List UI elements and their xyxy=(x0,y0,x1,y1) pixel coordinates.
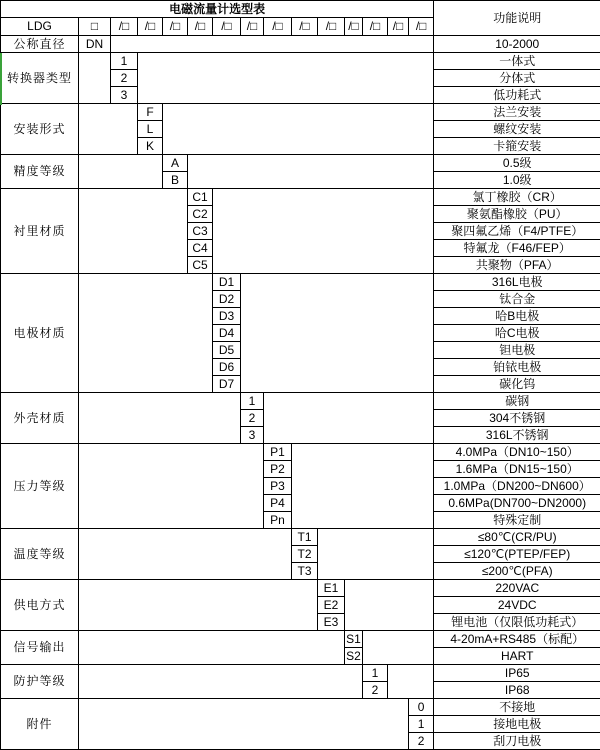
spacer-cell xyxy=(213,189,434,274)
category-label: 衬里材质 xyxy=(1,189,79,274)
model-slot-cell: /□ xyxy=(345,18,363,36)
spacer-cell xyxy=(79,665,363,699)
option-desc-cell: 分体式 xyxy=(434,70,600,87)
model-slot-cell: /□ xyxy=(188,18,213,36)
spacer-cell xyxy=(79,631,345,665)
option-desc-cell: 特氟龙（F46/FEP） xyxy=(434,240,600,257)
table-row xyxy=(1,580,600,597)
spacer-cell xyxy=(241,274,434,393)
option-code-cell: 3 xyxy=(111,87,138,104)
option-desc-cell: HART xyxy=(434,648,600,665)
option-desc-cell: 法兰安装 xyxy=(434,104,600,121)
model-slot-cell: /□ xyxy=(111,18,138,36)
category-label: 温度等级 xyxy=(1,529,79,580)
option-desc-cell: 碳化钨 xyxy=(434,376,600,393)
option-code-cell: D7 xyxy=(213,376,241,393)
option-desc-cell: 0.6MPa(DN700~DN2000) xyxy=(434,495,600,512)
spacer-cell xyxy=(163,104,434,155)
option-desc-cell: IP65 xyxy=(434,665,600,682)
option-desc-cell: 1.0MPa（DN200~DN600） xyxy=(434,478,600,495)
option-code-cell: T2 xyxy=(292,546,318,563)
option-code-cell: S2 xyxy=(345,648,363,665)
table-row xyxy=(1,274,600,291)
spacer-cell xyxy=(79,189,188,274)
model-slot-cell: /□ xyxy=(318,18,345,36)
option-desc-cell: 1.0级 xyxy=(434,172,600,189)
option-code-cell: 2 xyxy=(241,410,264,427)
option-code-cell: C4 xyxy=(188,240,213,257)
option-desc-cell: 10-2000 xyxy=(434,36,600,53)
option-desc-cell: ≤200℃(PFA) xyxy=(434,563,600,580)
spacer-cell xyxy=(388,665,434,699)
option-code-cell: D4 xyxy=(213,325,241,342)
category-label: 精度等级 xyxy=(1,155,79,189)
model-first-box: □ xyxy=(79,18,111,36)
table-row xyxy=(1,104,600,121)
option-desc-cell: 4.0MPa（DN10~150） xyxy=(434,444,600,461)
option-desc-cell: 4-20mA+RS485（标配） xyxy=(434,631,600,648)
table-row xyxy=(1,631,600,648)
table-row xyxy=(1,189,600,206)
option-code-cell: D2 xyxy=(213,291,241,308)
option-desc-cell: 刮刀电极 xyxy=(434,733,600,750)
option-desc-cell: 哈C电极 xyxy=(434,325,600,342)
function-header: 功能说明 xyxy=(434,1,600,36)
option-desc-cell: 1.6MPa（DN15~150） xyxy=(434,461,600,478)
option-desc-cell: 不接地 xyxy=(434,699,600,716)
option-desc-cell: 聚氨酯橡胶（PU） xyxy=(434,206,600,223)
spacer-cell xyxy=(79,699,409,750)
spacer-cell xyxy=(79,104,138,155)
category-label: 转换器类型 xyxy=(1,53,79,104)
option-desc-cell: 0.5级 xyxy=(434,155,600,172)
option-code-cell: E3 xyxy=(318,614,345,631)
option-code-cell: S1 xyxy=(345,631,363,648)
spacer-cell xyxy=(79,155,163,189)
option-desc-cell: 特殊定制 xyxy=(434,512,600,529)
spacer-cell xyxy=(79,53,111,104)
spacer-cell xyxy=(79,393,241,444)
model-slot-cell: /□ xyxy=(241,18,264,36)
option-desc-cell: 220VAC xyxy=(434,580,600,597)
option-code-cell: B xyxy=(163,172,188,189)
option-code-cell: 1 xyxy=(241,393,264,410)
option-code-cell: A xyxy=(163,155,188,172)
option-desc-cell: 氯丁橡胶（CR） xyxy=(434,189,600,206)
category-label: 公称直径 xyxy=(1,36,79,53)
model-slot-cell: /□ xyxy=(292,18,318,36)
option-code-cell: 3 xyxy=(241,427,264,444)
spacer-cell xyxy=(188,155,434,189)
option-desc-cell: 24VDC xyxy=(434,597,600,614)
option-desc-cell: 锂电池（仅限低功耗式） xyxy=(434,614,600,631)
option-code-cell: D6 xyxy=(213,359,241,376)
category-label: 安装形式 xyxy=(1,104,79,155)
option-code-cell: P2 xyxy=(264,461,292,478)
option-code-cell: D3 xyxy=(213,308,241,325)
option-code-cell: 2 xyxy=(363,682,388,699)
spacer-cell xyxy=(79,274,213,393)
option-desc-cell: 共聚物（PFA） xyxy=(434,257,600,274)
category-label: 防护等级 xyxy=(1,665,79,699)
category-label: 供电方式 xyxy=(1,580,79,631)
spacer-cell xyxy=(345,580,434,631)
option-code-cell: 1 xyxy=(363,665,388,682)
spacer-cell xyxy=(111,36,434,53)
option-desc-cell: 卡箍安装 xyxy=(434,138,600,155)
option-code-cell: C2 xyxy=(188,206,213,223)
option-code-cell: DN xyxy=(79,36,111,53)
option-desc-cell: 螺纹安装 xyxy=(434,121,600,138)
option-code-cell: C3 xyxy=(188,223,213,240)
spacer-cell xyxy=(363,631,434,665)
option-code-cell: P3 xyxy=(264,478,292,495)
model-prefix: LDG xyxy=(1,18,79,36)
model-slot-cell: /□ xyxy=(264,18,292,36)
option-code-cell: T1 xyxy=(292,529,318,546)
option-code-cell: Pn xyxy=(264,512,292,529)
table-row xyxy=(1,393,600,410)
table-row xyxy=(1,36,600,53)
spacer-cell xyxy=(138,53,434,104)
option-desc-cell: ≤80℃(CR/PU) xyxy=(434,529,600,546)
option-desc-cell: 钽电极 xyxy=(434,342,600,359)
category-label: 附件 xyxy=(1,699,79,750)
option-desc-cell: 接地电极 xyxy=(434,716,600,733)
table-row xyxy=(1,529,600,546)
option-code-cell: 2 xyxy=(409,733,434,750)
model-slot-cell: /□ xyxy=(409,18,434,36)
option-code-cell: C1 xyxy=(188,189,213,206)
option-desc-cell: 哈B电极 xyxy=(434,308,600,325)
model-slot-cell: /□ xyxy=(213,18,241,36)
option-code-cell: L xyxy=(138,121,163,138)
category-label: 压力等级 xyxy=(1,444,79,529)
model-slot-cell: /□ xyxy=(138,18,163,36)
table-row xyxy=(1,1,600,18)
option-desc-cell: 316L不锈钢 xyxy=(434,427,600,444)
spacer-cell xyxy=(79,529,292,580)
option-desc-cell: 碳钢 xyxy=(434,393,600,410)
option-code-cell: D1 xyxy=(213,274,241,291)
option-desc-cell: 316L电极 xyxy=(434,274,600,291)
option-code-cell: P1 xyxy=(264,444,292,461)
spacer-cell xyxy=(292,444,434,529)
model-slot-cell: /□ xyxy=(163,18,188,36)
option-code-cell: 2 xyxy=(111,70,138,87)
model-slot-cell: /□ xyxy=(388,18,409,36)
spacer-cell xyxy=(79,580,318,631)
option-code-cell: C5 xyxy=(188,257,213,274)
option-code-cell: 1 xyxy=(409,716,434,733)
table-row xyxy=(1,699,600,716)
option-desc-cell: IP68 xyxy=(434,682,600,699)
table-title: 电磁流量计选型表 xyxy=(1,1,434,18)
option-desc-cell: 一体式 xyxy=(434,53,600,70)
option-code-cell: D5 xyxy=(213,342,241,359)
option-desc-cell: 钛合金 xyxy=(434,291,600,308)
option-code-cell: 0 xyxy=(409,699,434,716)
option-code-cell: F xyxy=(138,104,163,121)
table-row xyxy=(1,665,600,682)
table-row xyxy=(1,155,600,172)
table-row xyxy=(1,444,600,461)
model-slot-cell: /□ xyxy=(363,18,388,36)
spacer-cell xyxy=(264,393,434,444)
spacer-cell xyxy=(79,444,264,529)
option-code-cell: 1 xyxy=(111,53,138,70)
option-desc-cell: 铂铱电极 xyxy=(434,359,600,376)
option-desc-cell: 304不锈钢 xyxy=(434,410,600,427)
option-code-cell: T3 xyxy=(292,563,318,580)
option-code-cell: P4 xyxy=(264,495,292,512)
category-label: 外壳材质 xyxy=(1,393,79,444)
option-code-cell: E1 xyxy=(318,580,345,597)
option-desc-cell: 低功耗式 xyxy=(434,87,600,104)
option-desc-cell: ≤120℃(PTEP/FEP) xyxy=(434,546,600,563)
spacer-cell xyxy=(318,529,434,580)
option-code-cell: K xyxy=(138,138,163,155)
option-code-cell: E2 xyxy=(318,597,345,614)
category-label: 电极材质 xyxy=(1,274,79,393)
table-row xyxy=(1,53,600,70)
category-label: 信号输出 xyxy=(1,631,79,665)
green-edge-artifact xyxy=(0,53,2,105)
option-desc-cell: 聚四氟乙烯（F4/PTFE） xyxy=(434,223,600,240)
